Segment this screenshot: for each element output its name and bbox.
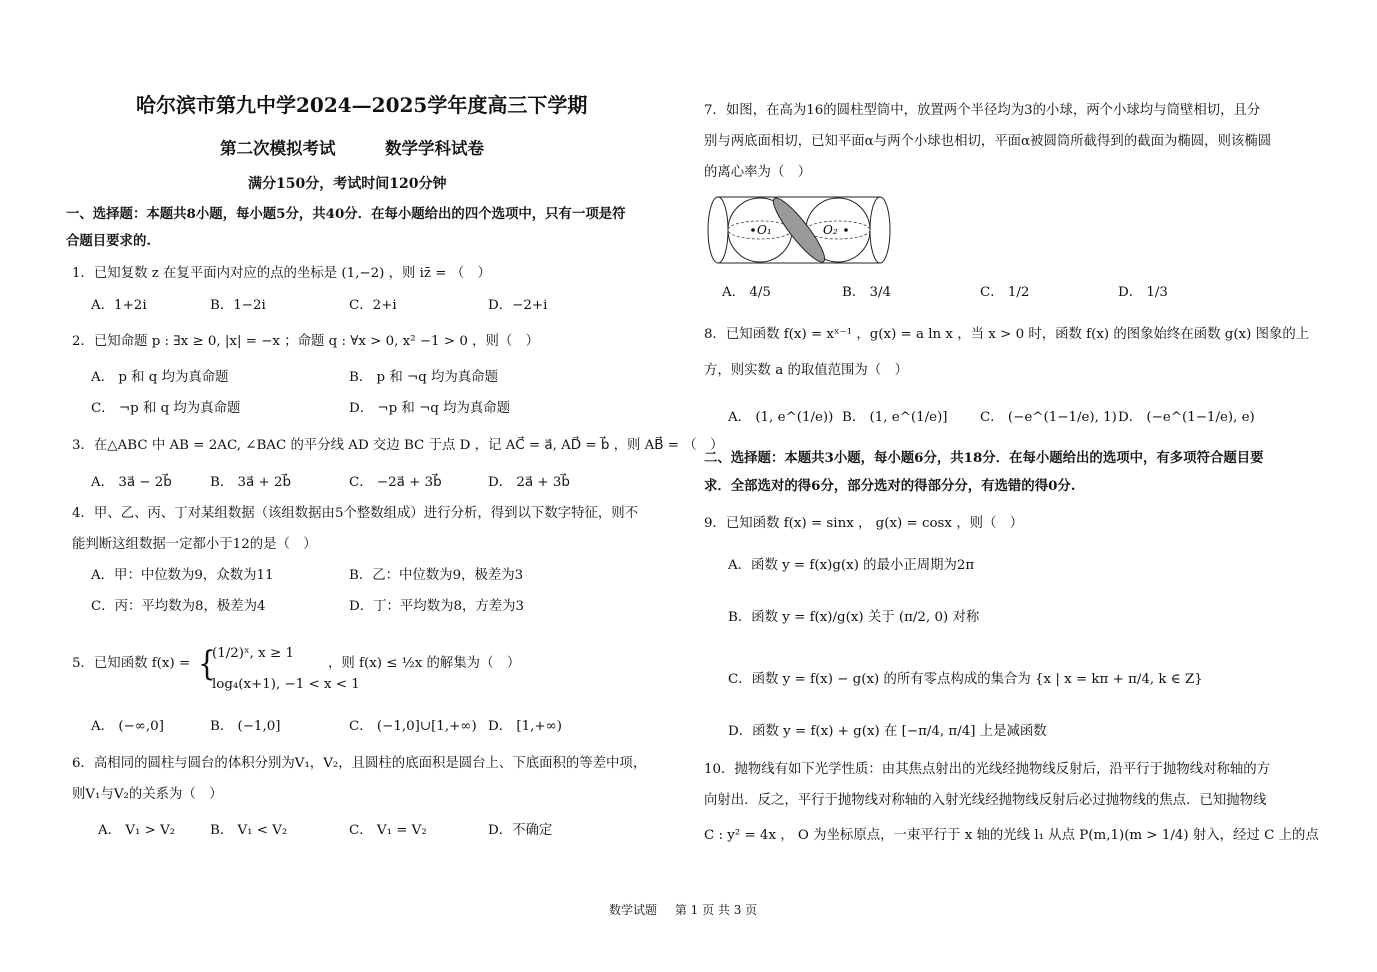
exam-subtitle: 第二次模拟考试 数学学科试卷 bbox=[220, 139, 484, 158]
footer-subject: 数学试题 bbox=[609, 903, 658, 917]
q9-option-d: D．函数 y = f(x) + g(x) 在 [−π/4, π/4] 上是减函数 bbox=[728, 724, 1047, 739]
q7-stem-cont1: 别与两底面相切，已知平面α与两个小球也相切，平面α被圆筒所截得到的截面为椭圆，则该椭圆 bbox=[704, 134, 1272, 149]
q5-option-b: B． (−1,0] bbox=[210, 719, 281, 734]
q10-stem-cont2: C : y² = 4x ， O 为坐标原点，一束平行于 x 轴的光线 l₁ 从点 P(m,1)(m > 1/4) 射入，经过 C 上的点 bbox=[704, 828, 1319, 843]
q2-stem: 2．已知命题 p : ∃x ≥ 0, |x| = −x ；命题 q : ∀x > 0, x² −1 > 0 ，则（ ） bbox=[72, 334, 540, 349]
q3-option-c: C． −2a⃗ + 3b⃗ bbox=[349, 475, 442, 490]
q8-option-d: D． (−e^(1−1/e), e) bbox=[1118, 410, 1255, 425]
section2-heading: 二、选择题：本题共3小题，每小题6分，共18分．在每小题给出的选项中，有多项符合题目要 bbox=[704, 450, 1264, 466]
q7-stem: 7．如图，在高为16的圆柱型筒中，放置两个半径均为3的小球，两个小球均与筒壁相切，且分 bbox=[704, 103, 1261, 118]
q4-option-b: B．乙：中位数为9，极差为3 bbox=[349, 568, 524, 583]
q5-option-d: D． [1,+∞) bbox=[488, 719, 562, 734]
q10-stem-cont1: 向射出．反之，平行于抛物线对称轴的入射光线经抛物线反射后必过抛物线的焦点．已知抛物线 bbox=[704, 793, 1267, 808]
q10-stem: 10．抛物线有如下光学性质：由其焦点射出的光线经抛物线反射后，沿平行于抛物线对称轴的方 bbox=[704, 762, 1271, 777]
q3-option-d: D． 2a⃗ + 3b⃗ bbox=[488, 475, 570, 490]
section1-heading: 一、选择题：本题共8小题，每小题5分，共40分．在每小题给出的四个选项中，只有一项是符 bbox=[66, 206, 626, 222]
q5-case1: (1/2)ˣ, x ≥ 1 bbox=[212, 646, 294, 661]
q4-option-a: A．甲：中位数为9，众数为11 bbox=[91, 568, 274, 583]
right-column bbox=[700, 0, 1320, 972]
q5-suffix: ，则 f(x) ≤ ½x 的解集为（ ） bbox=[328, 656, 521, 671]
q5-prefix: 5．已知函数 f(x) = bbox=[72, 656, 191, 671]
sphere-2-equator bbox=[806, 221, 870, 239]
q9-stem: 9．已知函数 f(x) = sinx ， g(x) = cosx ，则（ ） bbox=[704, 516, 1024, 531]
q6-stem-cont: 则V₁与V₂的关系为（ ） bbox=[72, 787, 223, 802]
q8-option-b: B． (1, e^(1/e)] bbox=[842, 410, 948, 425]
exam-info: 满分150分，考试时间120分钟 bbox=[248, 176, 447, 192]
q4-stem: 4．甲、乙、丙、丁对某组数据（该组数据由5个整数组成）进行分析，得到以下数字特征，则不 bbox=[72, 506, 639, 521]
q7-option-d: D． 1/3 bbox=[1118, 285, 1168, 300]
center-o2-dot bbox=[844, 228, 848, 232]
q5-case2: log₄(x+1), −1 < x < 1 bbox=[212, 677, 360, 692]
section2-heading-cont: 求．全部选对的得6分，部分选对的得部分分，有选错的得0分. bbox=[704, 478, 1076, 494]
q1-option-a: A．1+2i bbox=[91, 298, 147, 313]
label-o2: O₂ bbox=[823, 223, 838, 237]
q9-option-c: C．函数 y = f(x) − g(x) 的所有零点构成的集合为 {x | x = kπ + π/4, k ∈ Z} bbox=[728, 672, 1203, 687]
cylinder-figure bbox=[704, 194, 894, 268]
q8-option-c: C． (−e^(1−1/e), 1) bbox=[980, 410, 1117, 425]
q2-option-c: C． ¬p 和 q 均为真命题 bbox=[91, 401, 241, 416]
q1-option-b: B．1−2i bbox=[210, 298, 266, 313]
q3-option-b: B． 3a⃗ + 2b⃗ bbox=[210, 475, 291, 490]
q4-stem-cont: 能判断这组数据一定都小于12的是（ ） bbox=[72, 537, 317, 552]
q2-option-b: B． p 和 ¬q 均为真命题 bbox=[349, 370, 498, 385]
q6-option-b: B． V₁ < V₂ bbox=[210, 823, 288, 838]
section1-heading-cont: 合题目要求的. bbox=[66, 233, 152, 249]
q1-option-c: C．2+i bbox=[349, 298, 397, 313]
label-o1: O₁ bbox=[757, 223, 772, 237]
q5-brace: { bbox=[198, 643, 216, 684]
q5-option-a: A． (−∞,0] bbox=[91, 719, 164, 734]
q6-option-a: A． V₁ > V₂ bbox=[98, 823, 176, 838]
q2-option-a: A． p 和 q 均为真命题 bbox=[91, 370, 229, 385]
q3-option-a: A． 3a⃗ − 2b⃗ bbox=[91, 475, 172, 490]
exam-title: 哈尔滨市第九中学2024—2025学年度高三下学期 bbox=[136, 93, 588, 117]
cylinder-right-end bbox=[870, 197, 890, 263]
q1-stem: 1．已知复数 z 在复平面内对应的点的坐标是 (1,−2) ，则 iz̄ = （ ） bbox=[72, 266, 491, 281]
q7-option-b: B． 3/4 bbox=[842, 285, 892, 300]
ellipse-section bbox=[767, 194, 830, 267]
q9-option-b: B．函数 y = f(x)/g(x) 关于 (π/2, 0) 对称 bbox=[728, 610, 980, 625]
q8-stem-cont: 方，则实数 a 的取值范围为（ ） bbox=[704, 363, 908, 378]
page-footer bbox=[609, 901, 771, 918]
q4-option-c: C．丙：平均数为8，极差为4 bbox=[91, 599, 266, 614]
q5-option-c: C． (−1,0]∪[1,+∞) bbox=[349, 719, 477, 734]
q6-option-d: D．不确定 bbox=[488, 823, 553, 838]
q6-option-c: C． V₁ = V₂ bbox=[349, 823, 427, 838]
cylinder-left-end bbox=[708, 197, 728, 263]
q7-option-c: C． 1/2 bbox=[980, 285, 1030, 300]
q8-option-a: A． (1, e^(1/e)) bbox=[728, 410, 834, 425]
center-o1-dot bbox=[751, 228, 755, 232]
q4-option-d: D．丁：平均数为8，方差为3 bbox=[349, 599, 525, 614]
q2-option-d: D． ¬p 和 ¬q 均为真命题 bbox=[349, 401, 511, 416]
q7-stem-cont2: 的离心率为（ ） bbox=[704, 165, 812, 180]
q3-stem: 3．在△ABC 中 AB = 2AC, ∠BAC 的平分线 AD 交边 BC 于点 D ，记 AC⃗ = a⃗, AD⃗ = b⃗ ，则 AB⃗ = （ ） bbox=[72, 438, 724, 453]
footer-page-number: 第 1 页 共 3 页 bbox=[674, 903, 758, 917]
q1-option-d: D．−2+i bbox=[488, 298, 548, 313]
q7-option-a: A． 4/5 bbox=[722, 285, 771, 300]
q6-stem: 6．高相同的圆柱与圆台的体积分别为V₁，V₂，且圆柱的底面积是圆台上、下底面积的等差中项， bbox=[72, 756, 647, 771]
q8-stem: 8．已知函数 f(x) = xˣ⁻¹ ，g(x) = a ln x ，当 x > 0 时，函数 f(x) 的图象始终在函数 g(x) 图象的上 bbox=[704, 327, 1310, 342]
q9-option-a: A．函数 y = f(x)g(x) 的最小正周期为2π bbox=[728, 558, 975, 573]
